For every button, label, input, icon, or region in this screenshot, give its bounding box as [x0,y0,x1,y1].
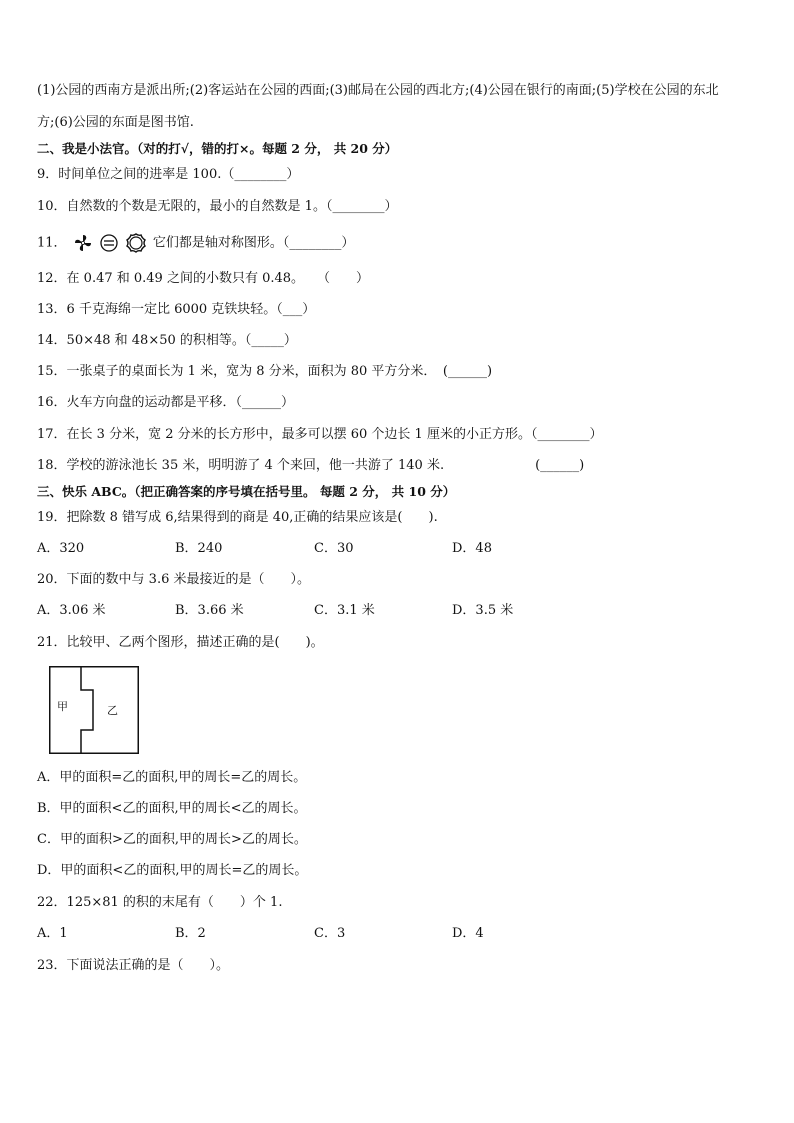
q11 [37,232,354,254]
q19: 19．把除数 8 错写成 6,结果得到的商是 40,正确的结果应该是( ). [37,510,438,525]
q11-text: 它们都是轴对称图形。（________） [152,235,355,251]
q19-option-a: A．320 [37,541,85,556]
intro-line-1: (1)公园的西南方是派出所;(2)客运站在公园的西面;(3)邮局在公园的西北方;(4)公园在银行的南面;(5)学校在公园的东北 [37,83,719,98]
q19-option-d: D．48 [452,541,492,556]
q10: 10．自然数的个数是无限的，最小的自然数是 1。（________） [37,199,398,214]
q21-option-b: B．甲的面积<乙的面积,甲的周长<乙的周长。 [37,801,307,816]
flower-outline-icon [125,232,147,254]
circle-with-lines-icon [99,233,119,253]
q19-option-b: B．240 [175,541,223,556]
q22-option-a: A．1 [37,926,68,941]
q22: 22．125×81 的积的末尾有（ ）个 1. [37,895,283,910]
section2-title: 二、我是小法官。（对的打√，错的打×。每题 2 分， 共 20 分） [37,141,398,156]
q16: 16．火车方向盘的运动都是平移．（______） [37,395,295,410]
q20-option-b: B．3.66 米 [175,603,244,618]
q13: 13．6 千克海绵一定比 6000 克铁块轻。（___） [37,302,316,317]
pinwheel-icon [73,233,93,253]
section3-title: 三、快乐 ABC。（把正确答案的序号填在括号里。 每题 2 分， 共 10 分） [37,484,456,499]
q21-figure [49,666,139,754]
q19-option-c: C．30 [314,541,354,556]
q18: 18．学校的游泳池长 35 米，明明游了 4 个来回，他一共游了 140 米. (______) [37,458,585,473]
q20-option-a: A．3.06 米 [37,603,106,618]
q21-option-c: C．甲的面积>乙的面积,甲的周长>乙的周长。 [37,832,307,847]
q9: 9．时间单位之间的进率是 100.（________） [37,167,300,182]
q17: 17．在长 3 分米，宽 2 分米的长方形中，最多可以摆 60 个边长 1 厘米的小正方形。（________） [37,427,603,442]
q20-option-d: D．3.5 米 [452,603,514,618]
q11-figures [73,232,147,254]
q12: 12．在 0.47 和 0.49 之间的小数只有 0.48。 （ ） [37,271,370,286]
q22-option-c: C．3 [314,926,346,941]
q23: 23．下面说法正确的是（ ）。 [37,958,230,973]
figure-label-yi: 乙 [107,704,118,717]
q14: 14．50×48 和 48×50 的积相等。（_____） [37,333,297,348]
q21-option-d: D．甲的面积<乙的面积,甲的周长=乙的周长。 [37,863,308,878]
intro-line-2: 方;(6)公园的东面是图书馆. [37,115,194,130]
q22-option-b: B．2 [175,926,206,941]
q20: 20．下面的数中与 3.6 米最接近的是（ ）。 [37,572,310,587]
q21: 21．比较甲、乙两个图形，描述正确的是( )。 [37,635,324,650]
q22-option-d: D．4 [452,926,484,941]
figure-label-jia: 甲 [57,700,68,713]
q20-option-c: C．3.1 米 [314,603,375,618]
q15: 15．一张桌子的桌面长为 1 米，宽为 8 分米，面积为 80 平方分米． (______) [37,364,493,379]
q11-number: 11． [37,235,67,251]
q21-option-a: A．甲的面积=乙的面积,甲的周长=乙的周长。 [37,770,307,785]
